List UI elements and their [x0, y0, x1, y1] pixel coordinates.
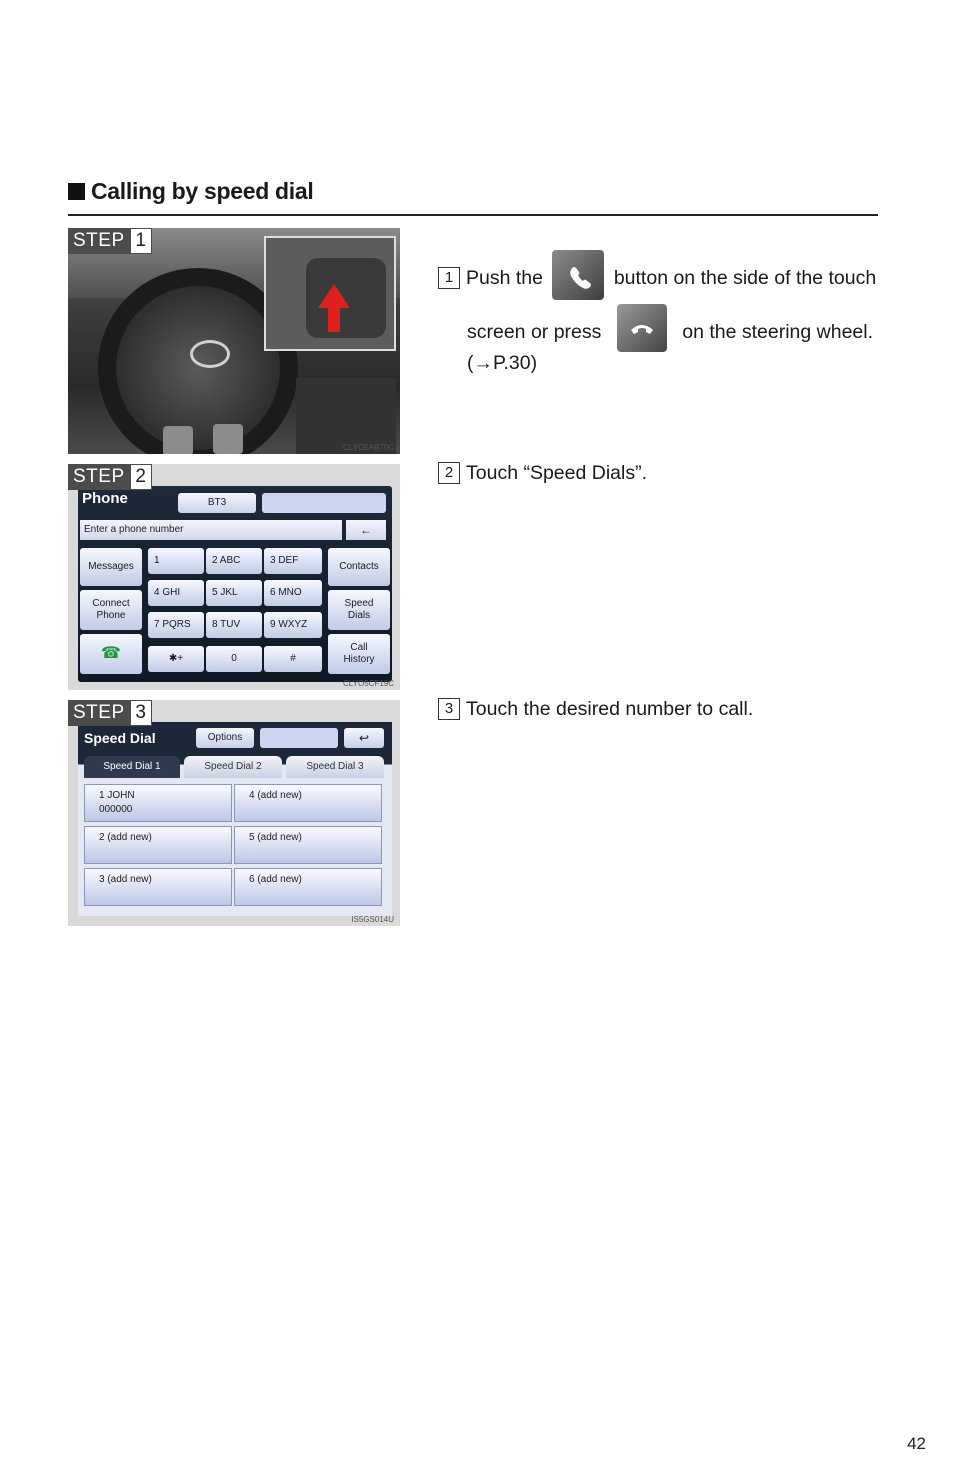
- step-marker: 3: [438, 698, 460, 720]
- step2-text: Touch “Speed Dials”.: [466, 462, 648, 484]
- key-8[interactable]: 8 TUV: [206, 612, 262, 638]
- image-code: IS5GS014U: [351, 915, 394, 924]
- pedal-icon: [163, 426, 193, 454]
- tab-speed-dial-1[interactable]: Speed Dial 1: [84, 756, 180, 778]
- red-arrow-icon: [318, 284, 350, 308]
- step-label: STEP: [68, 464, 130, 490]
- speed-dial-title: Speed Dial: [84, 730, 156, 746]
- tab-speed-dial-2[interactable]: Speed Dial 2: [184, 756, 282, 778]
- page-number: 42: [907, 1434, 926, 1453]
- step1-text-part1: Push the: [466, 267, 543, 289]
- page-reference-link[interactable]: (→P.30): [467, 352, 538, 374]
- device-name[interactable]: BT3: [178, 493, 256, 513]
- key-hash[interactable]: #: [264, 646, 322, 672]
- step1-text-part3: screen or press: [467, 321, 602, 343]
- steering-phone-switch-icon: [617, 304, 667, 352]
- speed-dial-entry-3[interactable]: 3 (add new): [84, 868, 232, 906]
- step3-line: [438, 698, 753, 721]
- step1-image: [68, 228, 400, 454]
- step2-line: [438, 462, 647, 485]
- key-star-plus[interactable]: ✱+: [148, 646, 204, 672]
- back-button[interactable]: ↩: [344, 728, 384, 748]
- step1-text-part2: button on the side of the touch: [613, 267, 877, 289]
- status-bar: [260, 728, 338, 748]
- step2-tag: [68, 464, 152, 490]
- section-title-text: Calling by speed dial: [91, 178, 314, 204]
- image-code: CLYO5AB70C: [343, 443, 394, 452]
- section-divider: [68, 214, 878, 216]
- step1-tag: [68, 228, 152, 254]
- call-history-button[interactable]: Call History: [328, 634, 390, 674]
- phone-button-icon: [552, 250, 604, 300]
- lexus-logo-icon: [190, 340, 230, 368]
- step3-image: [68, 700, 400, 926]
- step3-text: Touch the desired number to call.: [466, 698, 754, 720]
- speed-dials-button[interactable]: Speed Dials: [328, 590, 390, 630]
- contacts-button[interactable]: Contacts: [328, 548, 390, 586]
- step2-image: [68, 464, 400, 690]
- messages-button[interactable]: Messages: [80, 548, 142, 586]
- key-5[interactable]: 5 JKL: [206, 580, 262, 606]
- key-1[interactable]: 1: [148, 548, 204, 574]
- entry-name: 1 JOHN: [99, 790, 135, 801]
- image-code: CLYO5CF19C: [343, 679, 394, 688]
- status-bar: [262, 493, 386, 513]
- step-label: STEP: [68, 700, 130, 726]
- step-marker: 1: [438, 267, 460, 289]
- step1-line1: [438, 250, 876, 300]
- phone-number-input[interactable]: Enter a phone number: [80, 520, 342, 540]
- step-marker: 2: [438, 462, 460, 484]
- step-number: 1: [130, 228, 152, 254]
- cockpit-photo: [68, 228, 400, 454]
- key-4[interactable]: 4 GHI: [148, 580, 204, 606]
- step-label: STEP: [68, 228, 130, 254]
- phone-screen: [78, 486, 392, 682]
- section-title: [68, 178, 313, 205]
- speed-dial-entry-5[interactable]: 5 (add new): [234, 826, 382, 864]
- speed-dial-entry-2[interactable]: 2 (add new): [84, 826, 232, 864]
- step-number: 3: [130, 700, 152, 726]
- tab-speed-dial-3[interactable]: Speed Dial 3: [286, 756, 384, 778]
- key-0[interactable]: 0: [206, 646, 262, 672]
- options-button[interactable]: Options: [196, 728, 254, 748]
- step1-line2: [467, 304, 873, 352]
- entry-number: 000000: [99, 804, 133, 815]
- steering-switch-closeup: [264, 236, 396, 351]
- step-number: 2: [130, 464, 152, 490]
- key-2[interactable]: 2 ABC: [206, 548, 262, 574]
- key-7[interactable]: 7 PQRS: [148, 612, 204, 638]
- square-bullet-icon: [68, 183, 85, 200]
- red-arrow-shaft: [328, 306, 340, 332]
- key-3[interactable]: 3 DEF: [264, 548, 322, 574]
- step1-text-part4: on the steering wheel.: [682, 321, 874, 343]
- connect-phone-button[interactable]: Connect Phone: [80, 590, 142, 630]
- backspace-button[interactable]: ←: [346, 520, 386, 540]
- speed-dial-entry-1[interactable]: [84, 784, 232, 822]
- key-9[interactable]: 9 WXYZ: [264, 612, 322, 638]
- key-6[interactable]: 6 MNO: [264, 580, 322, 606]
- step3-tag: [68, 700, 152, 726]
- speed-dial-entry-4[interactable]: 4 (add new): [234, 784, 382, 822]
- speed-dial-entry-6[interactable]: 6 (add new): [234, 868, 382, 906]
- phone-screen-title: Phone: [82, 490, 128, 507]
- call-button[interactable]: ☎: [80, 634, 142, 674]
- pedal-icon: [213, 424, 243, 454]
